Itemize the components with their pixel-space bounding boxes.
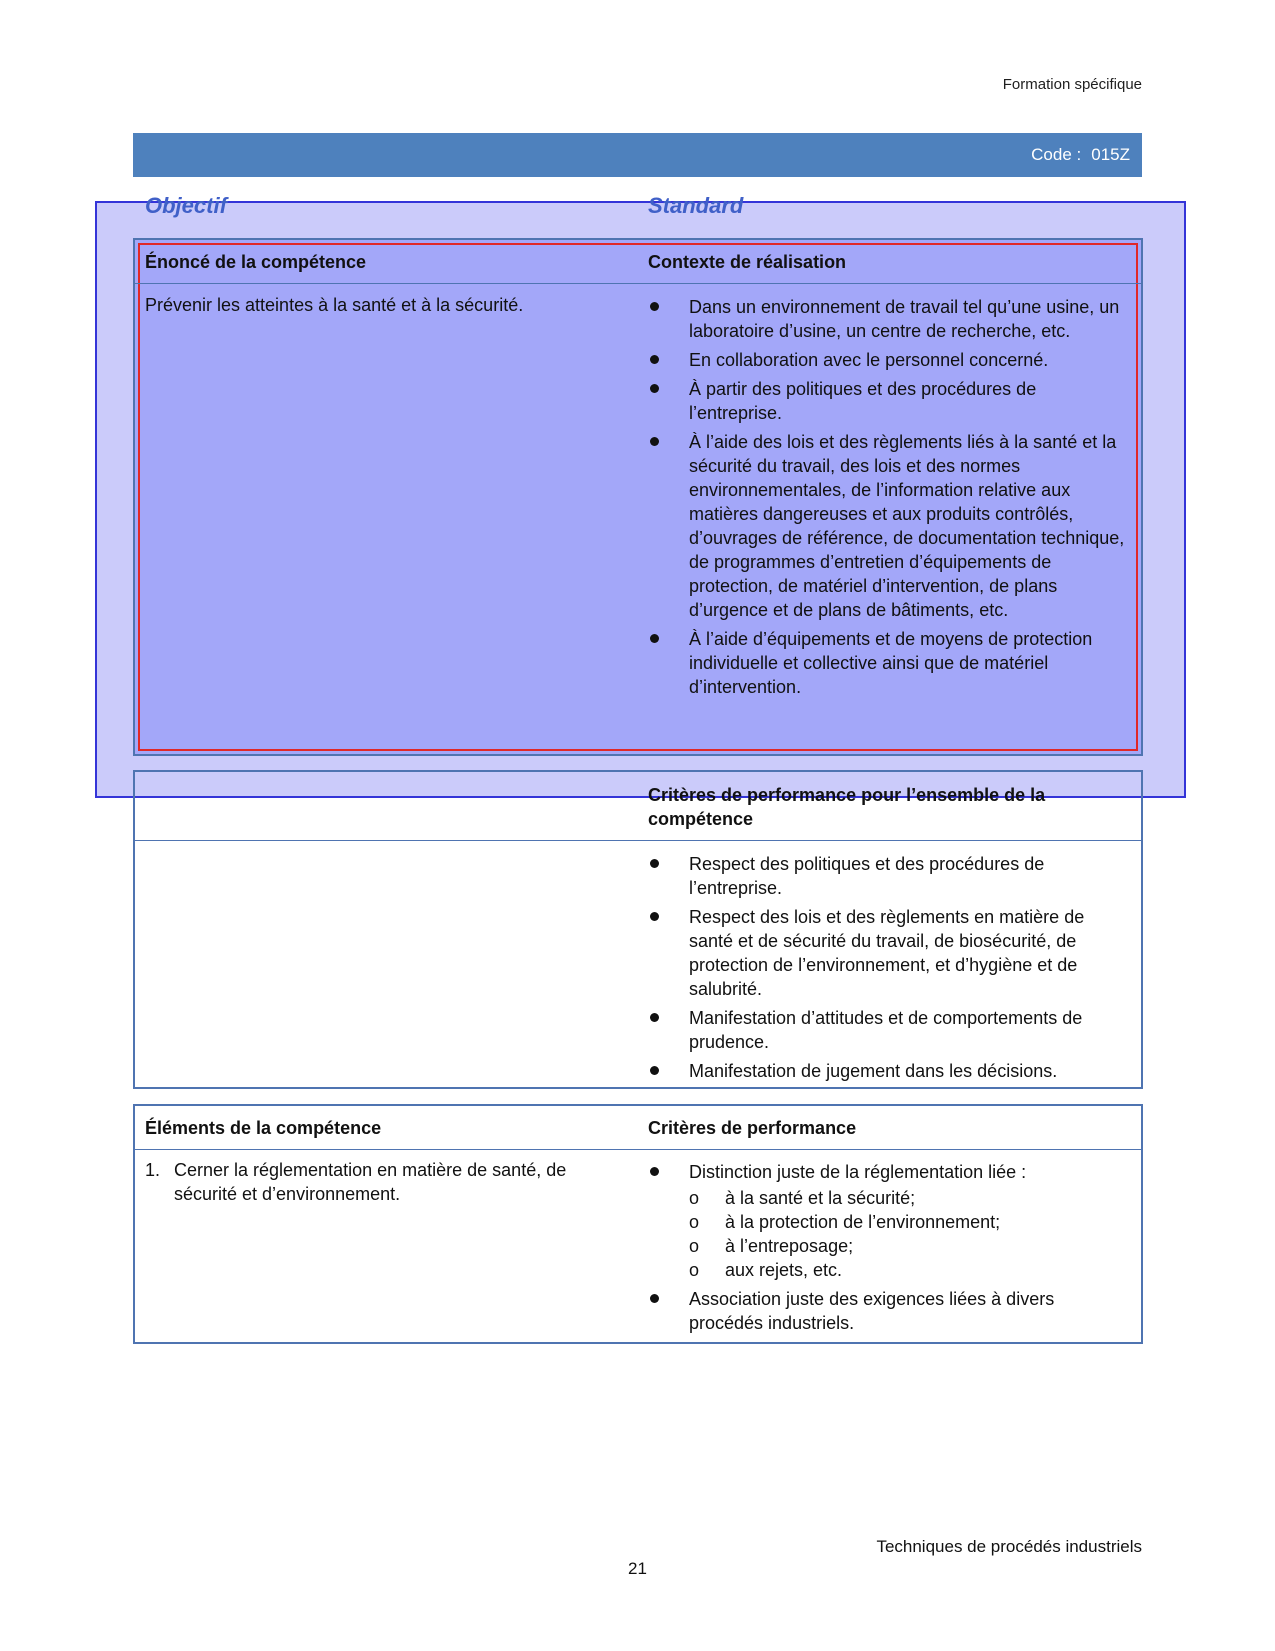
competency-code	[1031, 145, 1130, 165]
sub-list-item: o à la protection de l’environnement;	[689, 1212, 1001, 1232]
list-item: Distinction juste de la réglementation liée : o à la santé et la sécurité; o à la protection de l’environnement; o à l’entreposage; o aux rejets, etc.	[648, 1160, 1132, 1282]
statement-header: Énoncé de la compétence	[145, 252, 367, 272]
list-item: En collaboration avec le personnel concerné.	[648, 348, 1132, 372]
bullet-icon	[650, 1294, 659, 1303]
element-text: Cerner la réglementation en matière de santé, de sécurité et d’environnement.	[174, 1160, 567, 1204]
circle-bullet-icon: o	[689, 1212, 700, 1232]
list-item: Dans un environnement de travail tel qu’une usine, un laboratoire d’usine, un centre de recherche, etc.	[648, 295, 1132, 343]
competency-statement: Prévenir les atteintes à la santé et à la sécurité.	[145, 295, 524, 315]
sub-list-item: o à la santé et la sécurité;	[689, 1188, 916, 1208]
bullet-icon	[650, 1167, 659, 1176]
section-title-standard: Standard	[648, 193, 744, 218]
list-item: À l’aide des lois et des règlements liés à la santé et la sécurité du travail, des lois et des normes environnementales, de l’information relative aux matières dangereuses et aux produits contrôlés, d’ouvrages de référence, de documentation technique, de programmes d’entretien d’équipements de protection, de matériel d’intervention, de plans d’urgence et de plans de bâtiments, etc.	[648, 430, 1132, 622]
list-item: Manifestation de jugement dans les décisions.	[648, 1059, 1132, 1083]
bullet-icon	[650, 355, 659, 364]
bullet-icon	[650, 384, 659, 393]
overall-criteria-header: Critères de performance pour l’ensemble de la compétence	[648, 785, 1046, 829]
header-divider	[135, 1149, 1141, 1150]
bullet-icon	[650, 1013, 659, 1022]
list-item: Respect des lois et des règlements en matière de santé et de sécurité du travail, de biosécurité, de protection de l’environnement, et d’hygiène et de salubrité.	[648, 905, 1132, 1001]
list-item: Manifestation d’attitudes et de comportements de prudence.	[648, 1006, 1132, 1054]
sub-list-item: o aux rejets, etc.	[689, 1260, 843, 1280]
section-title-objectif: Objectif	[145, 193, 227, 218]
overall-criteria-list	[648, 852, 1132, 1088]
criteria-header: Critères de performance	[648, 1118, 857, 1138]
list-item: Respect des politiques et des procédures de l’entreprise.	[648, 852, 1132, 900]
criteria-list	[648, 1160, 1132, 1340]
page-number: 21	[628, 1559, 647, 1578]
header-divider	[135, 840, 1141, 841]
bullet-icon	[650, 1066, 659, 1075]
circle-bullet-icon: o	[689, 1260, 700, 1280]
header-divider	[135, 283, 1141, 284]
document-header: Formation spécifique	[1002, 76, 1142, 93]
context-list	[648, 295, 1132, 704]
element-number: 1.	[145, 1160, 161, 1180]
elements-header: Éléments de la compétence	[145, 1118, 382, 1138]
footer-program-name: Techniques de procédés industriels	[876, 1537, 1142, 1556]
circle-bullet-icon: o	[689, 1188, 700, 1208]
bullet-icon	[650, 912, 659, 921]
bullet-icon	[650, 859, 659, 868]
context-header: Contexte de réalisation	[648, 252, 847, 272]
bullet-icon	[650, 437, 659, 446]
sub-list-item: o à l’entreposage;	[689, 1236, 854, 1256]
sub-list	[689, 1186, 1132, 1282]
list-item: À l’aide d’équipements et de moyens de protection individuelle et collective ainsi que de matériel d’intervention.	[648, 627, 1132, 699]
bullet-icon	[650, 302, 659, 311]
code-value: 015Z	[1091, 145, 1130, 164]
list-item: À partir des politiques et des procédures de l’entreprise.	[648, 377, 1132, 425]
bullet-icon	[650, 634, 659, 643]
list-item: Association juste des exigences liées à divers procédés industriels.	[648, 1287, 1132, 1335]
code-label: Code :	[1031, 145, 1082, 164]
circle-bullet-icon: o	[689, 1236, 700, 1256]
code-bar	[133, 133, 1142, 177]
